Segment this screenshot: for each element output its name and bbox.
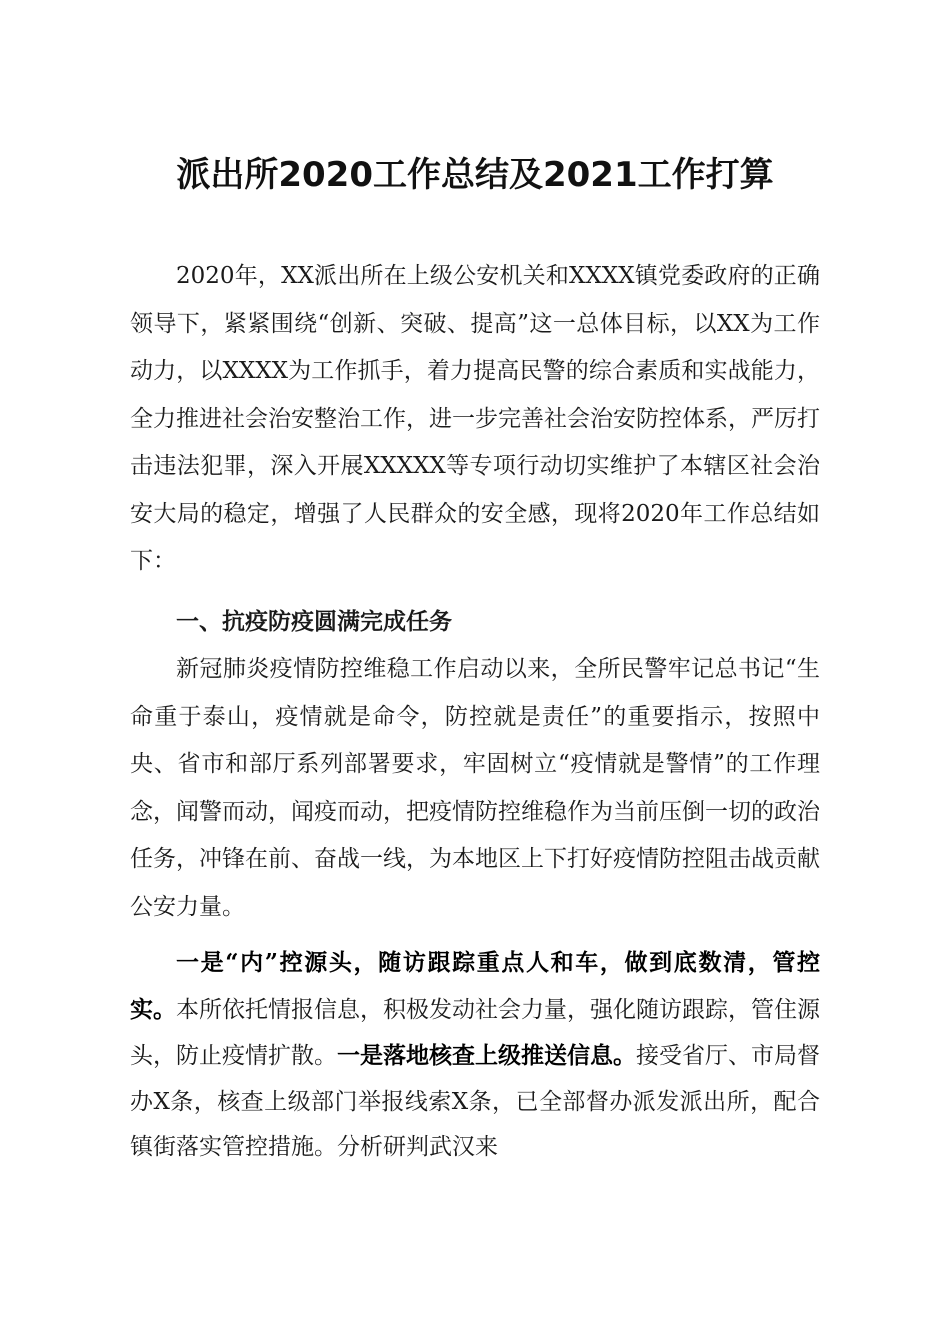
point-1-paragraph (130, 940, 820, 1171)
section-1-paragraph: 新冠肺炎疫情防控维稳工作启动以来，全所民警牢记总书记“生命重于泰山，疫情就是命令，防控就是责任”的重要指示，按照中央、省市和部厅系列部署要求，牢固树立“疫情就是警情”的工作理念，闻警而动，闻疫而动，把疫情防控维稳作为当前压倒一切的政治任务，冲锋在前、奋战一线，为本地区上下打好疫情防控阻击战贡献公安力量。 (130, 656, 820, 920)
section-heading-1: 一、抗疫防疫圆满完成任务 (176, 609, 452, 635)
point-1-sub-lead: 一是落地核查上级推送信息。 (337, 1042, 636, 1069)
document-title: 派出所2020工作总结及2021工作打算 (176, 155, 774, 195)
point-1-text-b: 接受省厅、市局督办X条，核查上级部门举报线索X条，已全部督办派发派出所，配合镇街落实管控措施。分析研判武汉来 (130, 1043, 820, 1160)
point-1-lead: 一是“内”控源头，随访跟踪重点人和车，做到底数清，管控实。 (130, 949, 820, 1023)
point-1-text-a: 本所依托情报信息，积极发动社会力量，强化随访跟踪，管住源头，防止疫情扩散。 (130, 996, 820, 1069)
intro-paragraph: 2020年，XX派出所在上级公安机关和XXXX镇党委政府的正确领导下，紧紧围绕“创新、突破、提高”这一总体目标，以XX为工作动力，以XXXX为工作抓手，着力提高民警的综合素质和实战能力，全力推进社会治安整治工作，进一步完善社会治安防控体系，严厉打击违法犯罪，深入开展XXXXX等专项行动切实维护了本辖区社会治安大局的稳定，增强了人民群众的安全感，现将2020年工作总结如下： (130, 263, 820, 574)
